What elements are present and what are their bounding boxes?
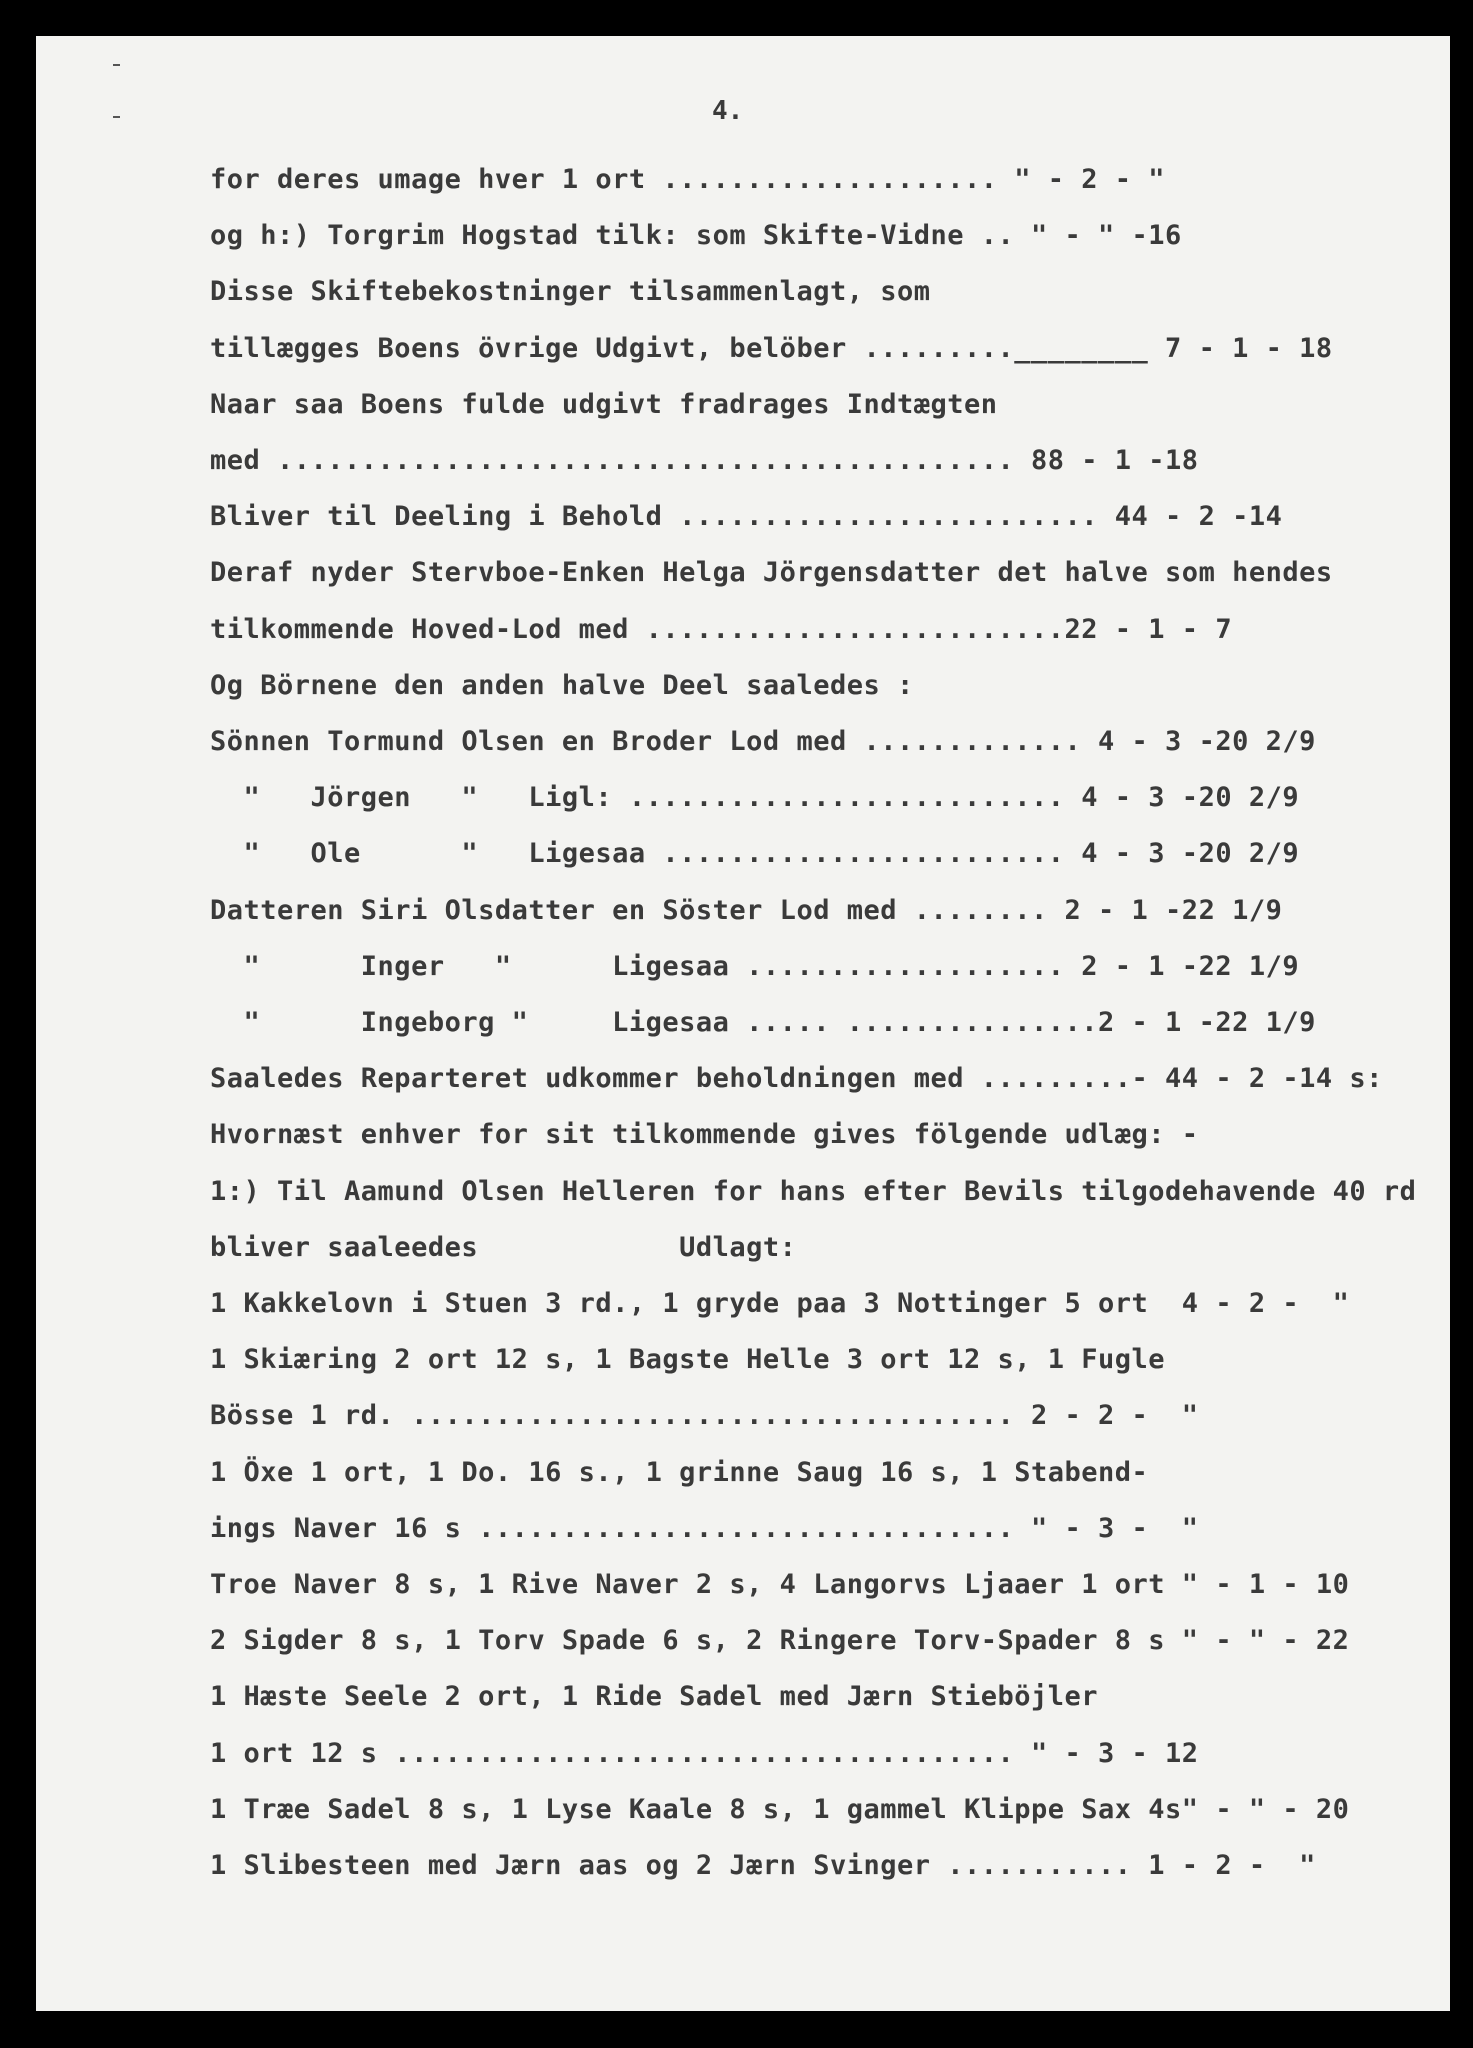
text-line: Bliver til Deeling i Behold ......................... 44 - 2 -14 (210, 501, 1283, 533)
text-line: tillægges Boens övrige Udgivt, belöber .........________ 7 - 1 - 18 (210, 332, 1333, 364)
text-line: " Ole " Ligesaa ........................ 4 - 3 -20 2/9 (210, 838, 1300, 870)
text-line: 1 Træe Sadel 8 s, 1 Lyse Kaale 8 s, 1 gammel Klippe Sax 4s" - " - 20 (210, 1793, 1350, 1825)
text-line: " Ingeborg " Ligesaa ..... ...............2 - 1 -22 1/9 (210, 1007, 1316, 1038)
text-line: ings Naver 16 s ................................ " - 3 - " (210, 1512, 1199, 1544)
text-line: tilkommende Hoved-Lod med .........................22 - 1 - 7 (210, 613, 1233, 645)
text-line: " Inger " Ligesaa ................... 2 - 1 -22 1/9 (210, 950, 1300, 982)
text-line: Troe Naver 8 s, 1 Rive Naver 2 s, 4 Langorvs Ljaaer 1 ort " - 1 - 10 (210, 1569, 1350, 1600)
text-line: Hvornæst enhver for sit tilkommende gives fölgende udlæg: - (210, 1119, 1199, 1151)
text-line: Sönnen Tormund Olsen en Broder Lod med ............. 4 - 3 -20 2/9 (210, 726, 1316, 757)
text-line: " Jörgen " Ligl: .......................... 4 - 3 -20 2/9 (210, 782, 1300, 814)
text-line: 1 Hæste Seele 2 ort, 1 Ride Sadel med Jærn Stieböjler (210, 1681, 1099, 1713)
text-line: 1 Skiæring 2 ort 12 s, 1 Bagste Helle 3 ort 12 s, 1 Fugle (210, 1344, 1166, 1376)
text-line: Saaledes Reparteret udkommer beholdningen med .........- 44 - 2 -14 s: (210, 1063, 1383, 1095)
text-line: 2 Sigder 8 s, 1 Torv Spade 6 s, 2 Ringere Torv-Spader 8 s " - " - 22 (210, 1625, 1350, 1657)
margin-mark (113, 116, 120, 118)
text-line: 1 ort 12 s ..................................... " - 3 - 12 (210, 1737, 1199, 1769)
text-line: Naar saa Boens fulde udgivt fradrages Indtægten (210, 388, 998, 420)
text-line: for deres umage hver 1 ort .................... " - 2 - " (210, 164, 1166, 195)
text-line: Datteren Siri Olsdatter en Söster Lod med ........ 2 - 1 -22 1/9 (210, 894, 1283, 926)
text-line: og h:) Torgrim Hogstad tilk: som Skifte-Vidne .. " - " -16 (210, 220, 1182, 252)
text-line: Deraf nyder Stervboe-Enken Helga Jörgensdatter det halve som hendes (210, 557, 1333, 589)
margin-mark (113, 64, 120, 66)
text-line: 1:) Til Aamund Olsen Helleren for hans efter Bevils tilgodehavende 40 rd (210, 1175, 1417, 1207)
text-line: 1 Öxe 1 ort, 1 Do. 16 s., 1 grinne Saug 16 s, 1 Stabend- (210, 1456, 1149, 1488)
page-number: 4. (712, 96, 744, 126)
text-line: med ............................................ 88 - 1 -18 (210, 445, 1199, 476)
text-line: Disse Skiftebekostninger tilsammenlagt, som (210, 276, 931, 308)
text-line: Og Börnene den anden halve Deel saaledes : (210, 669, 914, 701)
text-line: Bösse 1 rd. .................................... 2 - 2 - " (210, 1400, 1199, 1432)
document-page (36, 36, 1450, 2011)
text-line: 1 Kakkelovn i Stuen 3 rd., 1 gryde paa 3 Nottinger 5 ort 4 - 2 - " (210, 1288, 1350, 1319)
text-line: 1 Slibesteen med Jærn aas og 2 Jærn Svinger ........... 1 - 2 - " (210, 1850, 1316, 1881)
text-line: bliver saaleedes Udlagt: (210, 1231, 797, 1263)
